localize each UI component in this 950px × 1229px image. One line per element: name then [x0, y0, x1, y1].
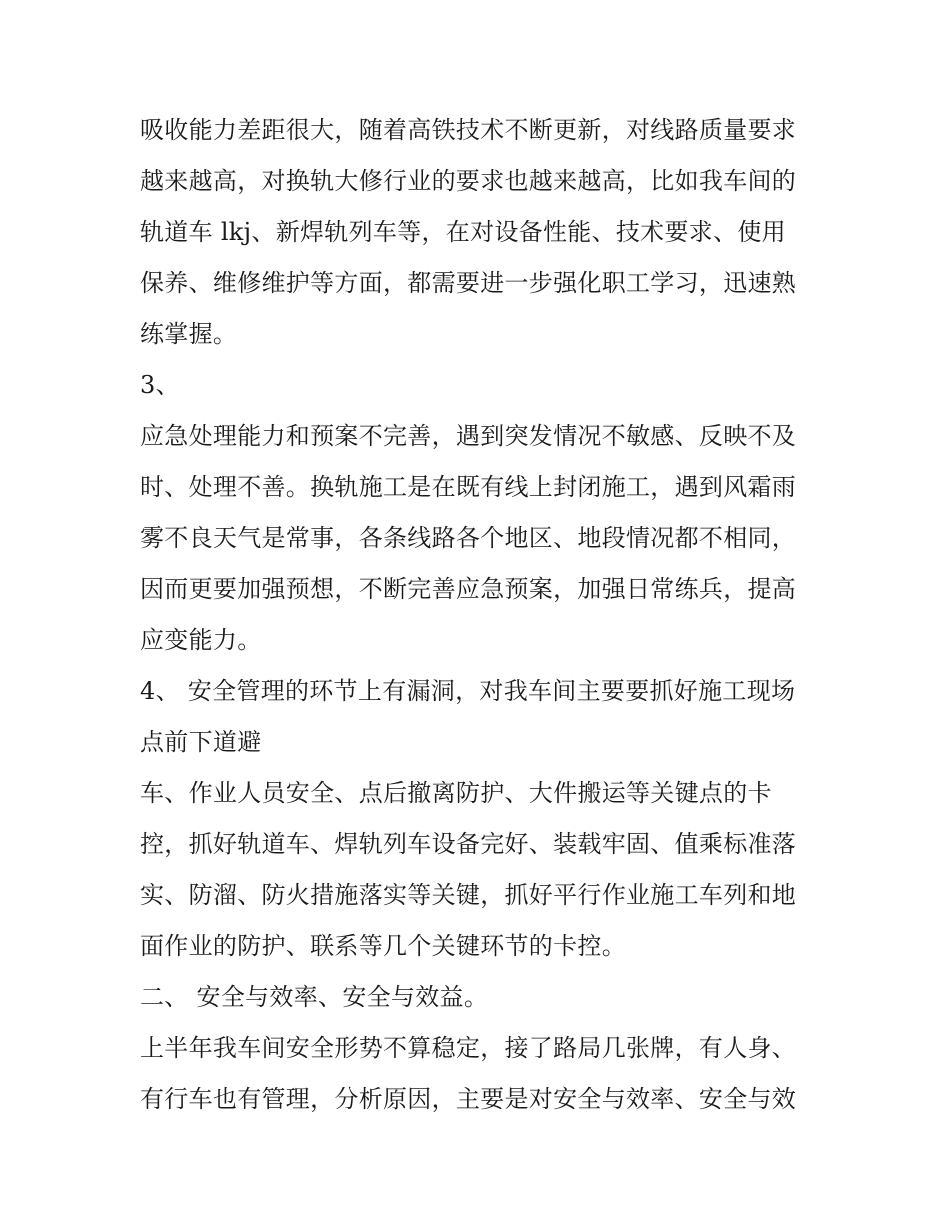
text-line: 时、处理不善。换轨施工是在既有线上封闭施工，遇到风霜雨	[140, 473, 797, 501]
section-number: 3、	[140, 371, 180, 399]
text-line: 保养、维修维护等方面，都需要进一步强化职工学习，迅速熟	[140, 269, 797, 297]
document-body	[140, 105, 820, 1125]
text-line: 上半年我车间安全形势不算稳定，接了路局几张牌，有人身、	[140, 1034, 797, 1062]
text-line: 应急处理能力和预案不完善，遇到突发情况不敏感、反映不及	[140, 422, 797, 450]
text-line: 有行车也有管理，分析原因，主要是对安全与效率、安全与效	[140, 1085, 797, 1113]
text-line: 4、 安全管理的环节上有漏洞，对我车间主要要抓好施工现场	[140, 677, 796, 705]
text-line: 因而更要加强预想，不断完善应急预案，加强日常练兵，提高	[140, 575, 797, 603]
section-heading: 二、 安全与效率、安全与效益。	[140, 983, 489, 1011]
text-line: 点前下道避	[140, 728, 262, 756]
text-line: 轨道车 lkj、新焊轨列车等，在对设备性能、技术要求、使用	[140, 218, 786, 246]
text-line: 吸收能力差距很大，随着高铁技术不断更新，对线路质量要求	[140, 116, 797, 144]
text-line: 应变能力。	[140, 626, 262, 654]
text-line: 实、防溜、防火措施落实等关键，抓好平行作业施工车列和地	[140, 881, 797, 909]
text-line: 越来越高，对换轨大修行业的要求也越来越高，比如我车间的	[140, 167, 797, 195]
text-line: 车、作业人员安全、点后撤离防护、大件搬运等关键点的卡	[140, 779, 772, 807]
text-line: 控，抓好轨道车、焊轨列车设备完好、装载牢固、值乘标准落	[140, 830, 797, 858]
text-line: 面作业的防护、联系等几个关键环节的卡控。	[140, 932, 626, 960]
text-line: 练掌握。	[140, 320, 238, 348]
text-line: 雾不良天气是常事，各条线路各个地区、地段情况都不相同，	[140, 524, 797, 552]
